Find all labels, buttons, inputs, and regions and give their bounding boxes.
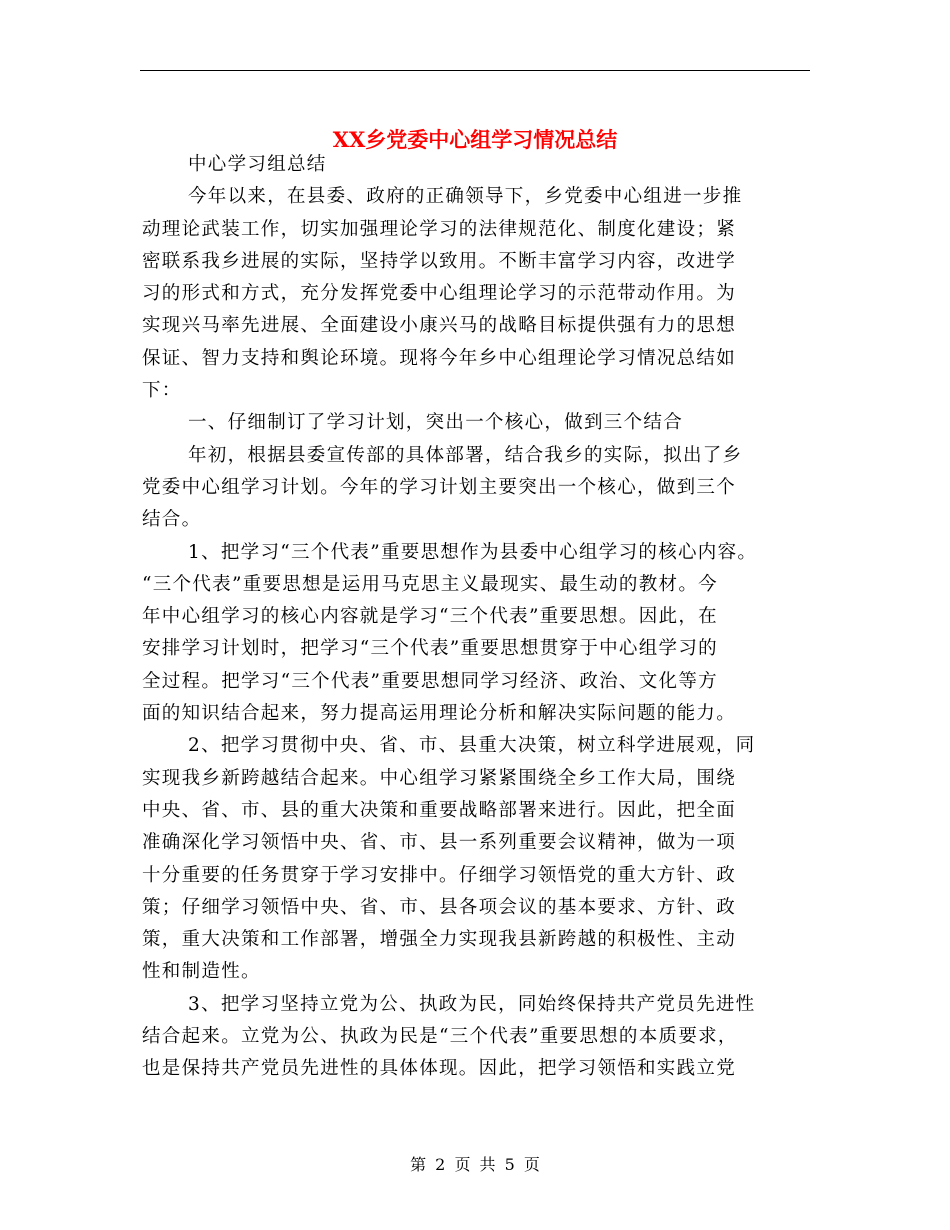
text-line: 下： <box>142 380 182 402</box>
text-line: 面的知识结合起来，努力提高运用理论分析和解决实际问题的能力。 <box>142 703 737 725</box>
text-line: 习的形式和方式，充分发挥党委中心组理论学习的示范带动作用。为 <box>142 283 737 305</box>
text-line: 全过程。把学习“三个代表”重要思想同学习经济、政治、文化等方 <box>142 670 718 692</box>
document-title: XX乡党委中心组学习情况总结 <box>332 127 618 153</box>
text-line: “三个代表”重要思想是运用马克思主义最现实、最生动的教材。今 <box>142 573 718 595</box>
text-line: 1、把学习“三个代表”重要思想作为县委中心组学习的核心内容。 <box>188 541 758 563</box>
text-line: 一、仔细制订了学习计划，突出一个核心，做到三个结合 <box>188 412 684 434</box>
text-line: 安排学习计划时，把学习“三个代表”重要思想贯穿于中心组学习的 <box>142 638 718 660</box>
text-line: 保证、智力支持和舆论环境。现将今年乡中心组理论学习情况总结如 <box>142 347 737 369</box>
text-line: 中央、省、市、县的重大决策和重要战略部署来进行。因此，把全面 <box>142 799 737 821</box>
page-footer: 第 2 页 共 5 页 <box>410 1155 540 1174</box>
text-line: 策，重大决策和工作部署，增强全力实现我县新跨越的积极性、主动 <box>142 929 737 951</box>
text-line: 今年以来，在县委、政府的正确领导下，乡党委中心组进一步推 <box>188 186 743 208</box>
text-line: 也是保持共产党员先进性的具体体现。因此，把学习领悟和实践立党 <box>142 1058 737 1080</box>
text-line: 中心学习组总结 <box>188 154 327 175</box>
text-line: 2、把学习贯彻中央、省、市、县重大决策，树立科学进展观，同 <box>188 735 756 757</box>
text-line: 3、把学习坚持立党为公、执政为民，同始终保持共产党员先进性 <box>188 993 756 1015</box>
text-line: 策；仔细学习领悟中央、省、市、县各项会议的基本要求、方针、政 <box>142 896 737 918</box>
text-line: 性和制造性。 <box>142 961 261 983</box>
text-line: 年初，根据县委宣传部的具体部署，结合我乡的实际，拟出了乡 <box>188 444 743 466</box>
text-line: 实现兴马率先进展、全面建设小康兴马的战略目标提供强有力的思想 <box>142 315 737 337</box>
header-rule <box>140 70 810 71</box>
text-line: 准确深化学习领悟中央、省、市、县一系列重要会议精神，做为一项 <box>142 832 737 854</box>
text-line: 动理论武装工作，切实加强理论学习的法律规范化、制度化建设；紧 <box>142 218 737 240</box>
text-line: 党委中心组学习计划。今年的学习计划主要突出一个核心，做到三个 <box>142 476 737 498</box>
text-line: 十分重要的任务贯穿于学习安排中。仔细学习领悟党的重大方针、政 <box>142 864 737 886</box>
text-line: 结合。 <box>142 509 202 531</box>
text-line: 结合起来。立党为公、执政为民是“三个代表”重要思想的本质要求， <box>142 1026 738 1048</box>
text-line: 年中心组学习的核心内容就是学习“三个代表”重要思想。因此，在 <box>142 606 718 628</box>
document-body <box>142 149 822 1086</box>
text-line: 实现我乡新跨越结合起来。中心组学习紧紧围绕全乡工作大局，围绕 <box>142 767 737 789</box>
text-line: 密联系我乡进展的实际，坚持学以致用。不断丰富学习内容，改进学 <box>142 250 737 272</box>
